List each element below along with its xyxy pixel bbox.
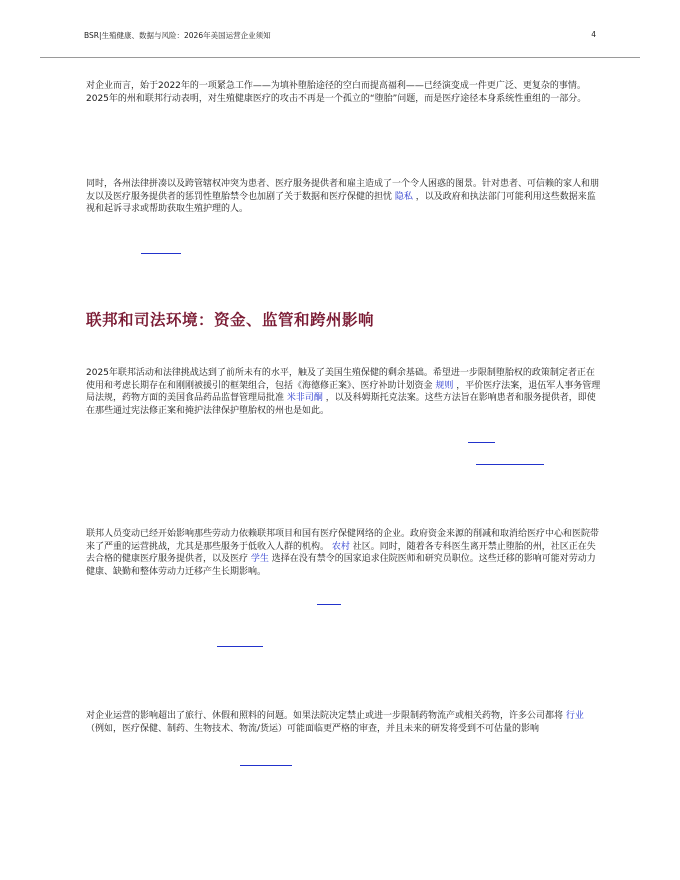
paragraph-intro [86, 80, 602, 105]
page-number: 4 [591, 30, 596, 39]
paragraph-federal-text-b: ，平价医疗法案，退伍军人事务管理局法规，药物方面的美国食品药品监督管理局批准 [86, 380, 601, 403]
industry-link[interactable]: 行业 [565, 711, 584, 721]
paragraph-workforce-text-a: 联邦人员变动已经开始影响那些劳动力依赖联邦项目和国有医疗保健网络的企业。政府资金来源的削减和取消给医疗中心和医院带来了严重的运营挑战，尤其是那些服务于低收入人群的机构。 [86, 529, 600, 552]
paragraph-operations-text-b: （例如，医疗保健、制药、生物技术、物流/货运）可能面临更严格的审查，并且未来的研发将受到不可估量的影响 [86, 723, 540, 734]
paragraph-federal-text-c: ，以及科姆斯托克法案。这些方法旨在影响患者和服务提供者，即使在那些通过宪法修正案和掩护法律保护堕胎权的州也是如此。 [86, 393, 596, 416]
header-divider [40, 57, 640, 58]
paragraph-patchwork [86, 178, 602, 216]
paragraph-federal-text-a: 2025年联邦活动和法律挑战达到了前所未有的水平，触及了美国生殖保健的剩余基础。希望进一步限制堕胎权的政策制定者正在使用和考虑长期存在和刚刚被援引的框架组合，包括《海德修正案》、医疗补助计划资金 [86, 368, 595, 391]
mifepristone-link[interactable]: 米非司酮 [286, 393, 323, 403]
rural-link[interactable]: 农村 [331, 541, 350, 552]
section-heading: 联邦和司法环境：资金、监管和跨州影响 [86, 311, 375, 329]
paragraph-workforce-text-c: 选择在没有禁令的国家追求住院医师和研究员职位。这些迁移的影响可能对劳动力健康、缺勤和整体劳动力迁移产生长期影响。 [86, 554, 596, 577]
footnote-link-underline[interactable] [468, 442, 495, 443]
footnote-link-underline[interactable] [240, 765, 292, 766]
footnote-link-underline[interactable] [476, 464, 544, 465]
footnote-link-underline[interactable] [217, 646, 263, 647]
paragraph-workforce-text-b: 社区。同时，随着各专科医生离开禁止堕胎的州，社区正在失去合格的健康医疗服务提供者，以及医疗 [86, 541, 596, 564]
paragraph-operations [86, 710, 602, 735]
privacy-link[interactable]: 隐私 [394, 191, 413, 202]
header-title: BSR|生殖健康、数据与风险：2026年美国运营企业须知 [84, 31, 271, 40]
footnote-link-underline[interactable] [141, 253, 181, 254]
paragraph-federal [86, 367, 602, 417]
paragraph-patchwork-text-a: 同时，各州法律拼凑以及跨管辖权冲突为患者、医疗服务提供者和雇主造成了一个令人困惑的图景。针对患者、可信赖的家人和朋友以及医疗服务提供者的惩罚性堕胎禁令也加剧了关于数据和医疗保健的担忧 [86, 179, 600, 202]
footnote-link-underline[interactable] [317, 604, 341, 605]
paragraph-operations-text-a: 对企业运营的影响超出了旅行、休假和照料的问题。如果法院决定禁止或进一步限制药物流产或相关药物，许多公司都将 [86, 711, 564, 721]
paragraph-intro-text: 对企业而言，始于2022年的一项紧急工作——为填补堕胎途径的空白而提高福利——已经演变成一件更广泛、更复杂的事情。2025年的州和联邦行动表明，对生殖健康医疗的攻击不再是一个孤立的“堕胎”问题，而是医疗途径本身系统性重组的一部分。 [86, 81, 587, 104]
paragraph-workforce [86, 528, 602, 578]
students-link[interactable]: 学生 [250, 554, 269, 564]
rule-link[interactable]: 规则 [435, 380, 454, 391]
running-header [84, 30, 596, 41]
paragraph-patchwork-text-b: ，以及政府和执法部门可能利用这些数据来监视和起诉寻求或帮助获取生殖护理的人。 [86, 191, 596, 214]
